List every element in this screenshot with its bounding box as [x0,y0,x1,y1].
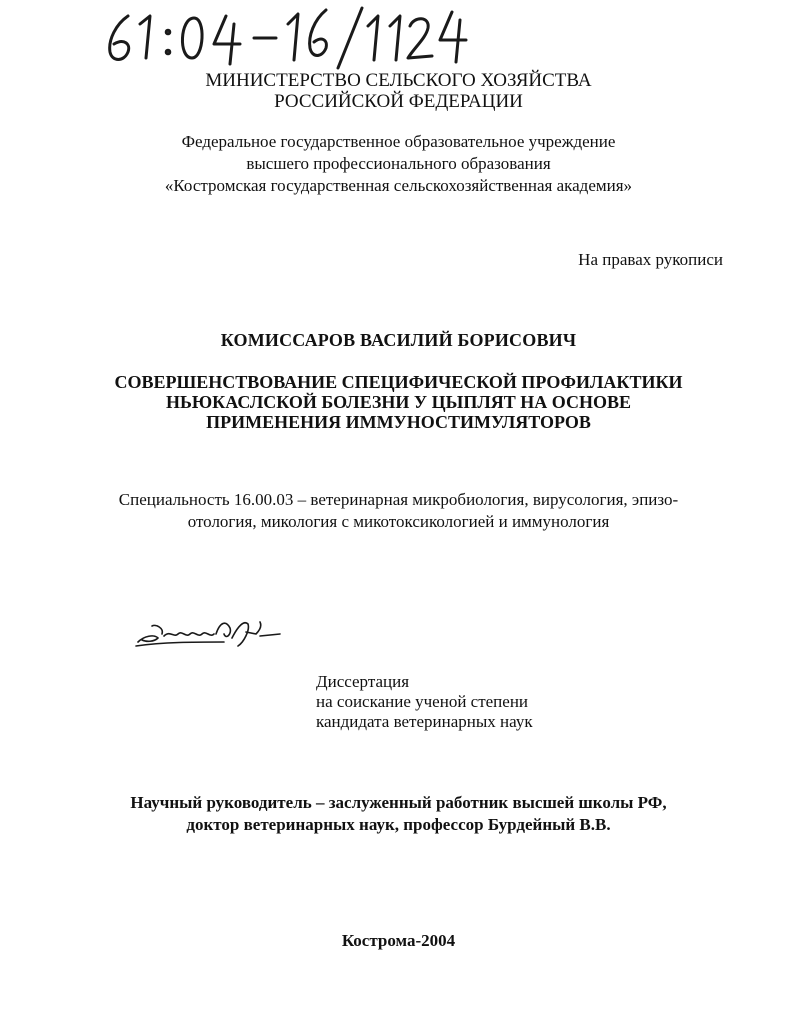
signature-drawing [134,612,284,652]
supervisor-block [0,792,797,836]
handwritten-archive-number [100,2,470,70]
institution-line-2: высшего профессионального образования [246,154,551,173]
supervisor-line-2: доктор ветеринарных наук, профессор Бурдейный В.В. [186,815,611,834]
ministry-line-1: МИНИСТЕРСТВО СЕЛЬСКОГО ХОЗЯЙСТВА [205,70,592,91]
specialty-line-2: отология, микология с микотоксикологией и иммунология [187,512,610,531]
city-year: Кострома-2004 [341,931,456,950]
specialty-block [0,489,797,533]
degree-statement [316,672,533,732]
title-line-3: ПРИМЕНЕНИЯ ИММУНОСТИМУЛЯТОРОВ [206,412,591,432]
supervisor-line-1: Научный руководитель – заслуженный работник высшей школы РФ, [130,793,667,812]
institution-line-1: Федеральное государственное образовательное учреждение [181,132,616,151]
institution-block [0,131,797,197]
degree-line-1: Диссертация [316,672,410,691]
degree-line-2: на соискание ученой степени [316,692,529,711]
author-signature [134,612,284,652]
ministry-heading [0,70,797,112]
ministry-line-2: РОССИЙСКОЙ ФЕДЕРАЦИИ [274,91,523,112]
degree-line-3: кандидата ветеринарных наук [316,712,533,731]
author-name: КОМИССАРОВ ВАСИЛИЙ БОРИСОВИЧ [220,330,577,350]
institution-line-3: «Костромская государственная сельскохозяйственная академия» [164,176,633,195]
dissertation-title [0,372,797,432]
handwritten-archive-number-drawing [100,2,470,70]
title-line-2: НЬЮКАСЛСКОЙ БОЛЕЗНИ У ЦЫПЛЯТ НА ОСНОВЕ [166,392,631,412]
specialty-line-1: Специальность 16.00.03 – ветеринарная микробиология, вирусология, эпизо- [118,490,679,509]
title-line-1: СОВЕРШЕНСТВОВАНИЕ СПЕЦИФИЧЕСКОЙ ПРОФИЛАКТИКИ [114,372,683,392]
manuscript-rights-note: На правах рукописи [578,250,723,269]
